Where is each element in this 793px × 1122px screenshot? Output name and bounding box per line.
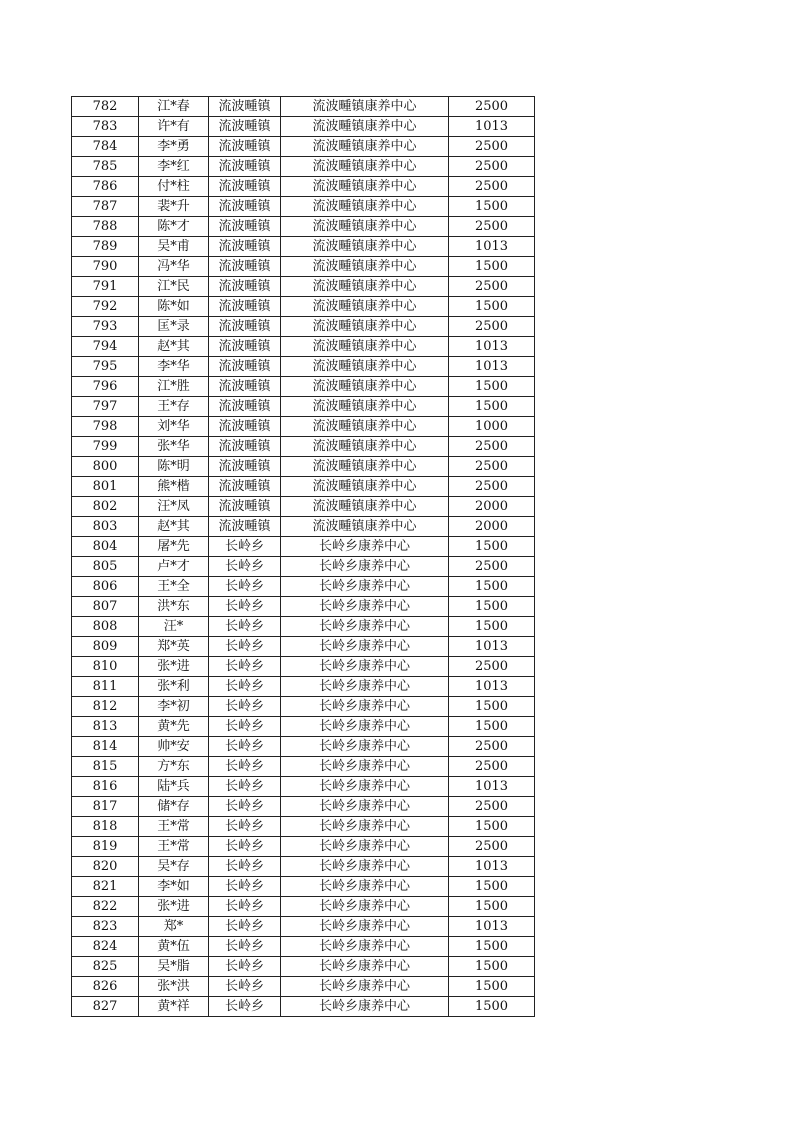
name-cell: 王*存 — [139, 397, 209, 417]
row-number-cell: 796 — [72, 377, 139, 397]
township-cell: 长岭乡 — [209, 897, 281, 917]
table-row — [72, 977, 535, 997]
institution-cell: 长岭乡康养中心 — [281, 997, 449, 1017]
name-cell: 洪*东 — [139, 597, 209, 617]
institution-cell: 长岭乡康养中心 — [281, 797, 449, 817]
institution-cell: 长岭乡康养中心 — [281, 897, 449, 917]
name-cell: 赵*其 — [139, 337, 209, 357]
name-cell: 卢*才 — [139, 557, 209, 577]
amount-cell: 2500 — [449, 837, 535, 857]
amount-cell: 2500 — [449, 797, 535, 817]
institution-cell: 长岭乡康养中心 — [281, 837, 449, 857]
row-number-cell: 806 — [72, 577, 139, 597]
row-number-cell: 808 — [72, 617, 139, 637]
township-cell: 长岭乡 — [209, 977, 281, 997]
name-cell: 吴*甫 — [139, 237, 209, 257]
name-cell: 陈*才 — [139, 217, 209, 237]
name-cell: 熊*楷 — [139, 477, 209, 497]
name-cell: 吴*脂 — [139, 957, 209, 977]
amount-cell: 1500 — [449, 877, 535, 897]
row-number-cell: 822 — [72, 897, 139, 917]
table-row — [72, 697, 535, 717]
amount-cell: 2500 — [449, 277, 535, 297]
name-cell: 陆*兵 — [139, 777, 209, 797]
amount-cell: 2000 — [449, 517, 535, 537]
row-number-cell: 807 — [72, 597, 139, 617]
institution-cell: 长岭乡康养中心 — [281, 577, 449, 597]
institution-cell: 流波畽镇康养中心 — [281, 217, 449, 237]
row-number-cell: 804 — [72, 537, 139, 557]
institution-cell: 长岭乡康养中心 — [281, 677, 449, 697]
name-cell: 陈*如 — [139, 297, 209, 317]
name-cell: 屠*先 — [139, 537, 209, 557]
name-cell: 李*如 — [139, 877, 209, 897]
institution-cell: 流波畽镇康养中心 — [281, 97, 449, 117]
amount-cell: 1500 — [449, 537, 535, 557]
row-number-cell: 801 — [72, 477, 139, 497]
name-cell: 赵*其 — [139, 517, 209, 537]
row-number-cell: 790 — [72, 257, 139, 277]
row-number-cell: 824 — [72, 937, 139, 957]
township-cell: 流波畽镇 — [209, 417, 281, 437]
amount-cell: 2500 — [449, 437, 535, 457]
name-cell: 汪*凤 — [139, 497, 209, 517]
township-cell: 流波畽镇 — [209, 437, 281, 457]
institution-cell: 流波畽镇康养中心 — [281, 197, 449, 217]
township-cell: 长岭乡 — [209, 717, 281, 737]
name-cell: 方*东 — [139, 757, 209, 777]
table-row — [72, 597, 535, 617]
name-cell: 王*常 — [139, 837, 209, 857]
institution-cell: 长岭乡康养中心 — [281, 817, 449, 837]
name-cell: 李*华 — [139, 357, 209, 377]
row-number-cell: 784 — [72, 137, 139, 157]
amount-cell: 2500 — [449, 557, 535, 577]
table-row — [72, 257, 535, 277]
township-cell: 长岭乡 — [209, 577, 281, 597]
name-cell: 张*进 — [139, 657, 209, 677]
amount-cell: 2500 — [449, 217, 535, 237]
amount-cell: 1013 — [449, 237, 535, 257]
township-cell: 长岭乡 — [209, 937, 281, 957]
row-number-cell: 798 — [72, 417, 139, 437]
institution-cell: 流波畽镇康养中心 — [281, 437, 449, 457]
institution-cell: 长岭乡康养中心 — [281, 977, 449, 997]
institution-cell: 长岭乡康养中心 — [281, 717, 449, 737]
row-number-cell: 823 — [72, 917, 139, 937]
amount-cell: 1500 — [449, 257, 535, 277]
institution-cell: 流波畽镇康养中心 — [281, 137, 449, 157]
township-cell: 长岭乡 — [209, 617, 281, 637]
township-cell: 长岭乡 — [209, 877, 281, 897]
table-row — [72, 617, 535, 637]
amount-cell: 1013 — [449, 917, 535, 937]
name-cell: 许*有 — [139, 117, 209, 137]
row-number-cell: 825 — [72, 957, 139, 977]
name-cell: 张*利 — [139, 677, 209, 697]
institution-cell: 流波畽镇康养中心 — [281, 457, 449, 477]
table-row — [72, 537, 535, 557]
table-row — [72, 797, 535, 817]
name-cell: 李*红 — [139, 157, 209, 177]
row-number-cell: 792 — [72, 297, 139, 317]
table-row — [72, 777, 535, 797]
table-row — [72, 677, 535, 697]
row-number-cell: 811 — [72, 677, 139, 697]
amount-cell: 2500 — [449, 177, 535, 197]
records-table — [71, 96, 535, 1017]
table-row — [72, 957, 535, 977]
row-number-cell: 782 — [72, 97, 139, 117]
name-cell: 李*初 — [139, 697, 209, 717]
table-row — [72, 757, 535, 777]
name-cell: 郑*英 — [139, 637, 209, 657]
amount-cell: 2500 — [449, 157, 535, 177]
row-number-cell: 816 — [72, 777, 139, 797]
row-number-cell: 787 — [72, 197, 139, 217]
row-number-cell: 809 — [72, 637, 139, 657]
amount-cell: 1500 — [449, 717, 535, 737]
row-number-cell: 803 — [72, 517, 139, 537]
township-cell: 长岭乡 — [209, 537, 281, 557]
row-number-cell: 783 — [72, 117, 139, 137]
row-number-cell: 805 — [72, 557, 139, 577]
table-row — [72, 857, 535, 877]
institution-cell: 流波畽镇康养中心 — [281, 517, 449, 537]
name-cell: 江*民 — [139, 277, 209, 297]
township-cell: 流波畽镇 — [209, 177, 281, 197]
institution-cell: 流波畽镇康养中心 — [281, 257, 449, 277]
amount-cell: 1000 — [449, 417, 535, 437]
table-row — [72, 897, 535, 917]
name-cell: 匡*录 — [139, 317, 209, 337]
township-cell: 流波畽镇 — [209, 257, 281, 277]
name-cell: 陈*明 — [139, 457, 209, 477]
institution-cell: 长岭乡康养中心 — [281, 617, 449, 637]
township-cell: 长岭乡 — [209, 837, 281, 857]
township-cell: 长岭乡 — [209, 777, 281, 797]
township-cell: 流波畽镇 — [209, 377, 281, 397]
row-number-cell: 800 — [72, 457, 139, 477]
institution-cell: 流波畽镇康养中心 — [281, 477, 449, 497]
township-cell: 长岭乡 — [209, 797, 281, 817]
township-cell: 流波畽镇 — [209, 457, 281, 477]
name-cell: 张*华 — [139, 437, 209, 457]
row-number-cell: 814 — [72, 737, 139, 757]
amount-cell: 2500 — [449, 757, 535, 777]
amount-cell: 1013 — [449, 857, 535, 877]
row-number-cell: 817 — [72, 797, 139, 817]
table-row — [72, 237, 535, 257]
row-number-cell: 813 — [72, 717, 139, 737]
township-cell: 流波畽镇 — [209, 297, 281, 317]
table-row — [72, 657, 535, 677]
township-cell: 流波畽镇 — [209, 497, 281, 517]
amount-cell: 1500 — [449, 937, 535, 957]
institution-cell: 长岭乡康养中心 — [281, 917, 449, 937]
township-cell: 流波畽镇 — [209, 157, 281, 177]
township-cell: 流波畽镇 — [209, 117, 281, 137]
institution-cell: 流波畽镇康养中心 — [281, 397, 449, 417]
amount-cell: 1013 — [449, 677, 535, 697]
records-table-body — [72, 97, 535, 1017]
amount-cell: 1500 — [449, 397, 535, 417]
township-cell: 流波畽镇 — [209, 137, 281, 157]
township-cell: 流波畽镇 — [209, 217, 281, 237]
row-number-cell: 788 — [72, 217, 139, 237]
table-row — [72, 497, 535, 517]
institution-cell: 长岭乡康养中心 — [281, 857, 449, 877]
table-row — [72, 277, 535, 297]
name-cell: 江*胜 — [139, 377, 209, 397]
township-cell: 长岭乡 — [209, 997, 281, 1017]
institution-cell: 流波畽镇康养中心 — [281, 237, 449, 257]
amount-cell: 1013 — [449, 357, 535, 377]
table-row — [72, 297, 535, 317]
township-cell: 长岭乡 — [209, 957, 281, 977]
amount-cell: 1013 — [449, 637, 535, 657]
name-cell: 黄*祥 — [139, 997, 209, 1017]
amount-cell: 2000 — [449, 497, 535, 517]
row-number-cell: 819 — [72, 837, 139, 857]
row-number-cell: 797 — [72, 397, 139, 417]
name-cell: 冯*华 — [139, 257, 209, 277]
township-cell: 长岭乡 — [209, 657, 281, 677]
row-number-cell: 791 — [72, 277, 139, 297]
name-cell: 吴*存 — [139, 857, 209, 877]
row-number-cell: 786 — [72, 177, 139, 197]
institution-cell: 流波畽镇康养中心 — [281, 337, 449, 357]
table-row — [72, 357, 535, 377]
table-row — [72, 117, 535, 137]
amount-cell: 1500 — [449, 957, 535, 977]
table-row — [72, 417, 535, 437]
amount-cell: 1500 — [449, 577, 535, 597]
row-number-cell: 818 — [72, 817, 139, 837]
table-row — [72, 457, 535, 477]
row-number-cell: 820 — [72, 857, 139, 877]
township-cell: 流波畽镇 — [209, 477, 281, 497]
amount-cell: 2500 — [449, 317, 535, 337]
institution-cell: 流波畽镇康养中心 — [281, 177, 449, 197]
table-row — [72, 217, 535, 237]
amount-cell: 1500 — [449, 977, 535, 997]
table-row — [72, 317, 535, 337]
township-cell: 长岭乡 — [209, 697, 281, 717]
name-cell: 王*常 — [139, 817, 209, 837]
table-row — [72, 137, 535, 157]
institution-cell: 流波畽镇康养中心 — [281, 317, 449, 337]
institution-cell: 长岭乡康养中心 — [281, 957, 449, 977]
table-row — [72, 737, 535, 757]
amount-cell: 1500 — [449, 817, 535, 837]
name-cell: 郑* — [139, 917, 209, 937]
township-cell: 流波畽镇 — [209, 97, 281, 117]
township-cell: 流波畽镇 — [209, 357, 281, 377]
name-cell: 裴*升 — [139, 197, 209, 217]
institution-cell: 长岭乡康养中心 — [281, 737, 449, 757]
institution-cell: 流波畽镇康养中心 — [281, 157, 449, 177]
data-sheet — [71, 96, 535, 1017]
institution-cell: 长岭乡康养中心 — [281, 557, 449, 577]
name-cell: 付*柱 — [139, 177, 209, 197]
institution-cell: 长岭乡康养中心 — [281, 657, 449, 677]
amount-cell: 1013 — [449, 117, 535, 137]
table-row — [72, 637, 535, 657]
institution-cell: 长岭乡康养中心 — [281, 777, 449, 797]
table-row — [72, 577, 535, 597]
name-cell: 李*勇 — [139, 137, 209, 157]
row-number-cell: 812 — [72, 697, 139, 717]
township-cell: 长岭乡 — [209, 817, 281, 837]
table-row — [72, 337, 535, 357]
township-cell: 流波畽镇 — [209, 397, 281, 417]
table-row — [72, 837, 535, 857]
institution-cell: 长岭乡康养中心 — [281, 937, 449, 957]
amount-cell: 1013 — [449, 337, 535, 357]
name-cell: 张*进 — [139, 897, 209, 917]
table-row — [72, 97, 535, 117]
row-number-cell: 793 — [72, 317, 139, 337]
name-cell: 储*存 — [139, 797, 209, 817]
amount-cell: 1500 — [449, 197, 535, 217]
row-number-cell: 789 — [72, 237, 139, 257]
table-row — [72, 517, 535, 537]
name-cell: 张*洪 — [139, 977, 209, 997]
township-cell: 流波畽镇 — [209, 517, 281, 537]
institution-cell: 流波畽镇康养中心 — [281, 377, 449, 397]
name-cell: 江*春 — [139, 97, 209, 117]
table-row — [72, 817, 535, 837]
table-row — [72, 477, 535, 497]
table-row — [72, 197, 535, 217]
row-number-cell: 810 — [72, 657, 139, 677]
township-cell: 流波畽镇 — [209, 237, 281, 257]
amount-cell: 1500 — [449, 597, 535, 617]
amount-cell: 2500 — [449, 97, 535, 117]
township-cell: 长岭乡 — [209, 557, 281, 577]
township-cell: 长岭乡 — [209, 857, 281, 877]
table-row — [72, 177, 535, 197]
institution-cell: 长岭乡康养中心 — [281, 637, 449, 657]
name-cell: 帅*安 — [139, 737, 209, 757]
table-row — [72, 557, 535, 577]
row-number-cell: 794 — [72, 337, 139, 357]
amount-cell: 1500 — [449, 617, 535, 637]
township-cell: 长岭乡 — [209, 597, 281, 617]
institution-cell: 流波畽镇康养中心 — [281, 117, 449, 137]
name-cell: 黄*先 — [139, 717, 209, 737]
institution-cell: 流波畽镇康养中心 — [281, 297, 449, 317]
name-cell: 刘*华 — [139, 417, 209, 437]
amount-cell: 1500 — [449, 897, 535, 917]
institution-cell: 长岭乡康养中心 — [281, 597, 449, 617]
amount-cell: 1500 — [449, 297, 535, 317]
amount-cell: 2500 — [449, 737, 535, 757]
institution-cell: 长岭乡康养中心 — [281, 697, 449, 717]
name-cell: 王*全 — [139, 577, 209, 597]
institution-cell: 流波畽镇康养中心 — [281, 357, 449, 377]
table-row — [72, 157, 535, 177]
row-number-cell: 826 — [72, 977, 139, 997]
name-cell: 黄*伍 — [139, 937, 209, 957]
amount-cell: 2500 — [449, 477, 535, 497]
row-number-cell: 785 — [72, 157, 139, 177]
amount-cell: 1500 — [449, 697, 535, 717]
township-cell: 长岭乡 — [209, 677, 281, 697]
table-row — [72, 937, 535, 957]
institution-cell: 流波畽镇康养中心 — [281, 417, 449, 437]
table-row — [72, 717, 535, 737]
row-number-cell: 799 — [72, 437, 139, 457]
township-cell: 流波畽镇 — [209, 197, 281, 217]
institution-cell: 流波畽镇康养中心 — [281, 497, 449, 517]
institution-cell: 流波畽镇康养中心 — [281, 277, 449, 297]
row-number-cell: 795 — [72, 357, 139, 377]
table-row — [72, 877, 535, 897]
township-cell: 流波畽镇 — [209, 337, 281, 357]
table-row — [72, 377, 535, 397]
township-cell: 流波畽镇 — [209, 277, 281, 297]
township-cell: 长岭乡 — [209, 917, 281, 937]
institution-cell: 长岭乡康养中心 — [281, 537, 449, 557]
table-row — [72, 917, 535, 937]
amount-cell: 2500 — [449, 137, 535, 157]
name-cell: 汪* — [139, 617, 209, 637]
row-number-cell: 821 — [72, 877, 139, 897]
row-number-cell: 827 — [72, 997, 139, 1017]
township-cell: 长岭乡 — [209, 637, 281, 657]
township-cell: 流波畽镇 — [209, 317, 281, 337]
amount-cell: 1500 — [449, 377, 535, 397]
table-row — [72, 997, 535, 1017]
township-cell: 长岭乡 — [209, 737, 281, 757]
table-row — [72, 437, 535, 457]
amount-cell: 2500 — [449, 457, 535, 477]
row-number-cell: 815 — [72, 757, 139, 777]
amount-cell: 1013 — [449, 777, 535, 797]
institution-cell: 长岭乡康养中心 — [281, 757, 449, 777]
amount-cell: 2500 — [449, 657, 535, 677]
table-row — [72, 397, 535, 417]
amount-cell: 1500 — [449, 997, 535, 1017]
township-cell: 长岭乡 — [209, 757, 281, 777]
institution-cell: 长岭乡康养中心 — [281, 877, 449, 897]
row-number-cell: 802 — [72, 497, 139, 517]
